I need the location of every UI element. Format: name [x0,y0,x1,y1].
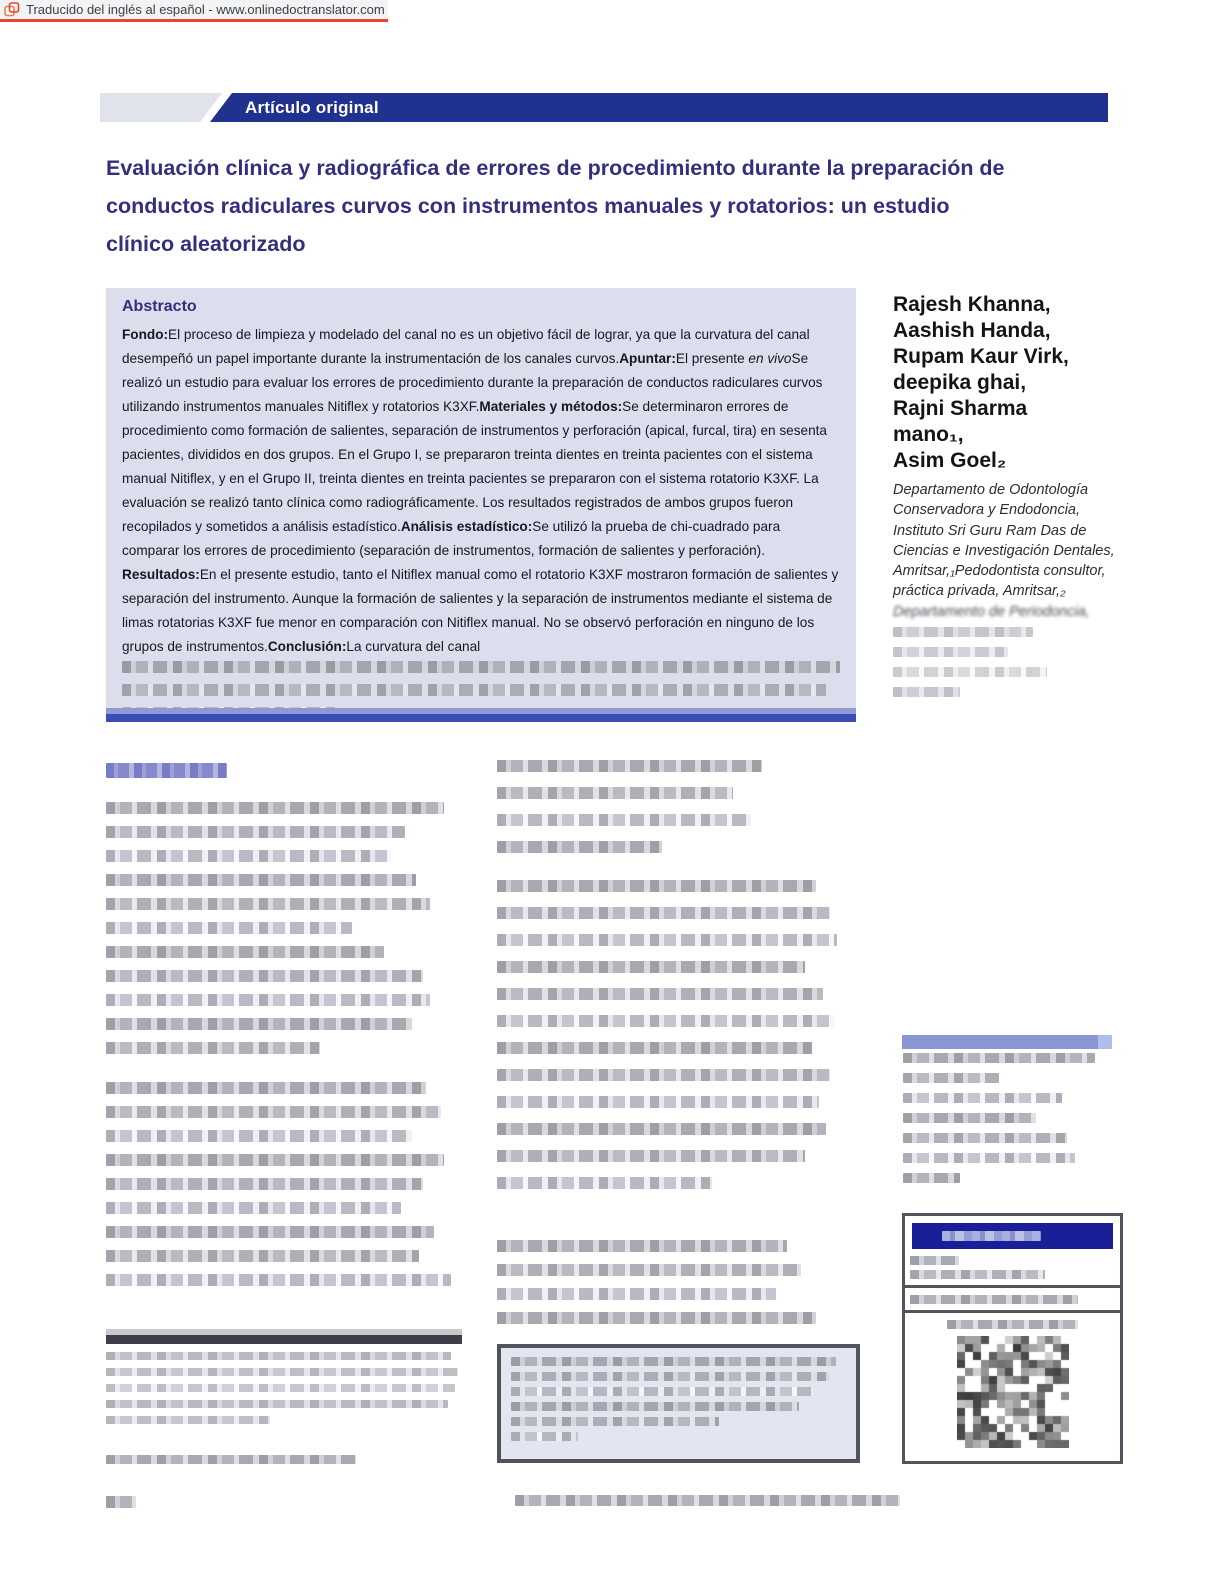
author-name: Aashish Handa, [893,319,1051,342]
body-column-middle [497,760,855,1336]
redacted-line [910,1256,959,1265]
mid-paragraph-1-redacted [497,760,855,853]
abstract-segment: Se utilizó la prueba de chi-cuadrado para comparar los errores de procedimiento (separación de instrumentos, formación de salientes y perforación). [122,519,781,558]
redacted-line [497,1240,787,1252]
redacted-line [497,1096,819,1108]
abstract-stripe-dark [106,714,856,722]
abstract-segment: Materiales y métodos: [479,399,623,414]
abstract-segment: Se realizó un estudio para evaluar los errores de procedimiento durante la preparación de conductos radiculares curvos utilizando instrumentos manuales Nitiflex y rotatorios K3XF. [122,351,823,414]
redacted-line [497,787,733,799]
redacted-line [106,763,227,778]
note-box-redacted [497,1344,860,1463]
banner-gray-slant [100,93,222,122]
redacted-line [106,1416,270,1424]
affiliation-redacted-tail [893,627,1123,697]
redacted-line [511,1387,813,1396]
redacted-line [497,988,823,1000]
qr-code [957,1336,1069,1448]
access-article-box [902,1213,1123,1464]
redacted-line [106,802,444,814]
access-divider-1 [905,1285,1120,1288]
redacted-line [515,1495,900,1506]
redacted-line [903,1053,1095,1063]
affiliation-line: Ciencias e Investigación Dentales, [893,542,1115,559]
redacted-line [106,898,430,910]
page-number-redacted [106,1496,136,1520]
abstract-panel [106,288,856,722]
redacted-line [106,1106,441,1118]
redacted-line [497,814,751,826]
redacted-line [106,1368,458,1376]
author-name: Asim Goel₂ [893,449,1007,472]
redacted-line [893,687,960,697]
authors-block [893,292,1213,474]
redacted-line [122,684,826,696]
redacted-line [903,1093,1062,1103]
footnote-redacted-lines [106,1352,462,1432]
abstract-segment: Análisis estadístico: [400,519,533,534]
redacted-line [106,994,430,1006]
redacted-line [903,1153,1075,1163]
mid-paragraph-2-redacted [497,880,855,1189]
abstract-segment: La curvatura del canal [346,639,481,654]
translate-icon [4,2,20,17]
left-paragraph-1-redacted [106,802,462,1054]
redacted-line [511,1372,829,1381]
citation-redacted-line [106,1455,356,1476]
redacted-line [942,1231,1040,1241]
abstract-segment: Apuntar: [619,351,676,366]
redacted-line [106,1018,412,1030]
redacted-line [497,1150,805,1162]
correspondence-header-bar [902,1035,1112,1049]
redacted-line [910,1295,1078,1304]
redacted-line [497,760,762,772]
author-name: mano₁, [893,423,964,446]
redacted-line [106,1178,423,1190]
banner-label: Artículo original [245,97,379,117]
redacted-line [497,1015,834,1027]
translator-bar [0,0,388,22]
abstract-segment: En el presente estudio, tanto el Nitiflex manual como el rotatorio K3XF mostraron formación de salientes y separación del instrumento. Aunque la formación de salientes y la separación de instrumentos mediante el sistema de limas rotatorias K3XF fue menor en comparación con Nitiflex manual. No se observó perforación en ninguno de los grupos de instrumentos. [122,567,839,654]
redacted-line [106,1274,451,1286]
author-name: Rajni Sharma [893,397,1028,420]
affiliation-line: práctica privada, Amritsar,₂ [893,583,1066,600]
redacted-line [106,1154,444,1166]
redacted-line [106,1352,451,1360]
access-box-header [912,1223,1113,1249]
redacted-line [106,1130,412,1142]
author-name: deepika ghai, [893,371,1027,394]
abstract-segment: Fondo: [122,327,169,342]
redacted-line [106,1400,448,1408]
redacted-line [106,826,405,838]
affiliation-line: Conservadora y Endodoncia, [893,502,1081,519]
affiliation-line: Amritsar,₁Pedodontista consultor, [893,563,1106,580]
redacted-line [497,880,816,892]
left-paragraph-2-redacted [106,1082,462,1286]
correspondence-redacted-lines [903,1053,1121,1193]
affiliation-lines [893,480,1213,622]
abstract-segment: El proceso de limpieza y modelado del canal no es un objetivo fácil de lograr, ya que la curvatura del canal desempeñó un papel importante durante la instrumentación de los canales curvos. [122,327,810,366]
redacted-line [497,1123,826,1135]
translator-text: Traducido del inglés al español - www.onlinedoctranslator.com [26,2,385,17]
redacted-line [106,1496,136,1508]
redacted-line [497,907,830,919]
article-title-line: clínico aleatorizado [106,232,306,256]
redacted-line [511,1402,799,1411]
redacted-line [511,1432,578,1441]
redacted-line [497,1312,816,1324]
redacted-line [910,1270,1045,1279]
intro-heading-redacted [106,763,462,778]
redacted-line [497,841,662,853]
redacted-line [106,1042,320,1054]
redacted-line [511,1417,719,1426]
abstract-segment: Conclusión: [267,639,347,654]
redacted-line [106,1250,419,1262]
redacted-line [903,1073,999,1083]
mid-paragraph-3-redacted [497,1240,855,1324]
redacted-line [106,874,416,886]
abstract-segment: Resultados: [122,567,200,582]
article-title-line: Evaluación clínica y radiográfica de errores de procedimiento durante la preparación de [106,156,1005,180]
abstract-body [122,323,840,659]
redacted-line [106,946,384,958]
redacted-line [497,1177,712,1189]
author-name: Rupam Kaur Virk, [893,345,1069,368]
redacted-line [893,667,1047,677]
abstract-heading: Abstracto [122,298,197,315]
access-quickcode-redacted [910,1320,1115,1329]
redacted-line [106,1202,401,1214]
redacted-line [903,1173,960,1183]
journal-footer-redacted [515,1495,900,1518]
access-doi-redacted [910,1295,1115,1304]
article-title [106,149,1116,263]
access-website-redacted [910,1256,1115,1279]
redacted-line [497,1264,801,1276]
redacted-line [122,661,840,673]
redacted-line [497,1069,830,1081]
redacted-line [497,1042,812,1054]
redacted-line [106,1455,356,1464]
abstract-segment: El presente [675,351,749,366]
abstract-segment: Se determinaron errores de procedimiento como formación de salientes, separación de instrumentos y perforación (apical, furcal, tira) en sesenta pacientes, divididos en dos grupos. En el Grupo I, se prepararon treinta dientes en treinta pacientes con el sistema manual Nitiflex, y en el Grupo II, treinta dientes en treinta pacientes se prepararon con el sistema rotatorio K3XF. La evaluación se realizó tanto clínica como radiográficamente. Los resultados registrados de ambos grupos fueron recopilados y sometidos a análisis estadístico. [122,399,827,534]
redacted-line [106,970,423,982]
original-article-banner [100,93,1108,122]
article-title-line: conductos radiculares curvos con instrumentos manuales y rotatorios: un estudio [106,194,950,218]
redacted-line [106,922,352,934]
footnote-separator [106,1329,462,1344]
redacted-line [511,1357,836,1366]
redacted-line [497,934,837,946]
access-divider-2 [905,1310,1120,1313]
redacted-line [106,1384,455,1392]
affiliation-line: Departamento de Odontología [893,482,1089,498]
author-name: Rajesh Khanna, [893,293,1051,316]
affiliation-line: Instituto Sri Guru Ram Das de [893,522,1087,539]
redacted-line [947,1320,1078,1329]
redacted-line [893,627,1033,637]
redacted-line [903,1113,1036,1123]
redacted-line [497,1288,776,1300]
affiliation-block [893,480,1213,707]
redacted-line [893,647,1008,657]
redacted-line [106,850,391,862]
body-column-left [106,763,462,1298]
access-box-title-redacted [942,1231,1083,1241]
abstract-segment: en vivo [748,351,792,366]
redacted-line [903,1133,1067,1143]
redacted-line [106,1226,434,1238]
redacted-line [106,1082,426,1094]
affiliation-line: Departamento de Periodoncia, [893,603,1090,620]
redacted-line [497,961,805,973]
